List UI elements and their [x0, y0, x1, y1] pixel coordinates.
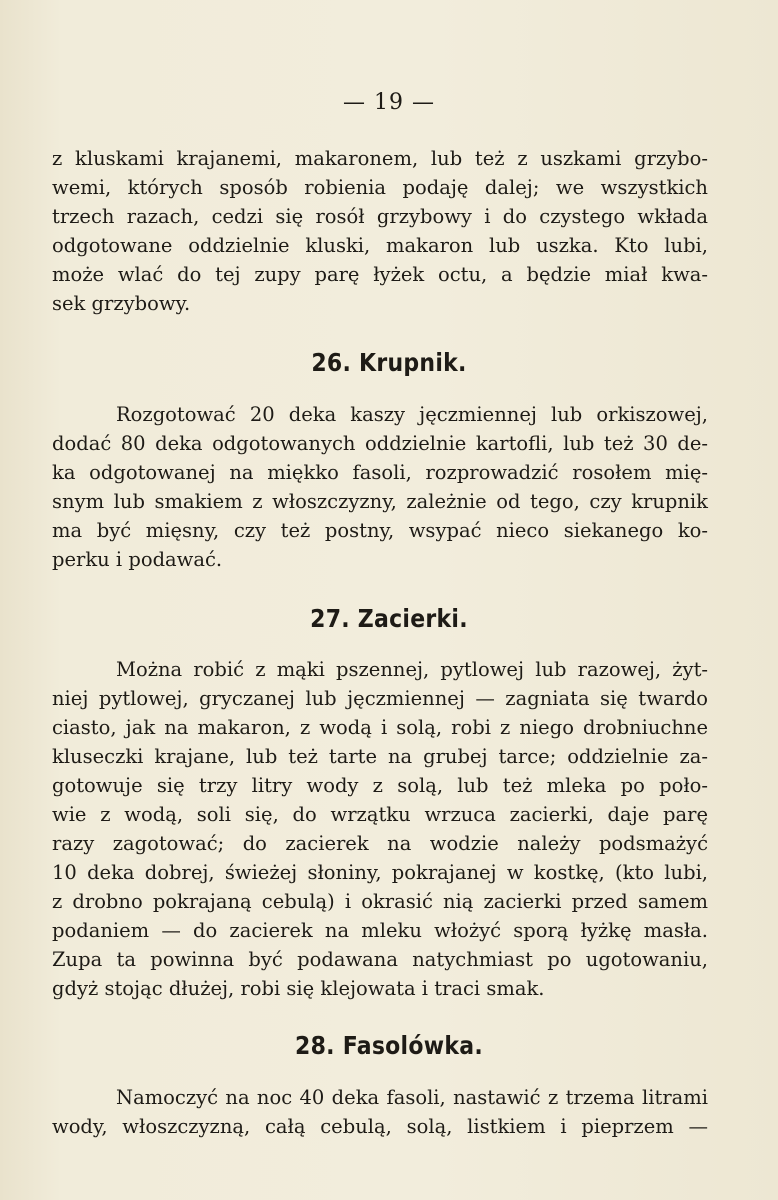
text-line: perku i podawać.: [52, 548, 223, 571]
text-line: Zupa ta powinna być podawana natychmiast po ugotowaniu,: [52, 948, 708, 971]
heading-fasolowka: 28. Fasolówka.: [295, 1031, 483, 1060]
text-line: kluseczki krajane, lub też tarte na grubej tarce; oddzielnie za-: [52, 745, 708, 768]
text-line: wie z wodą, soli się, do wrzątku wrzuca zacierki, daje parę: [52, 803, 708, 826]
text-line: ka odgotowanej na miękko fasoli, rozprowadzić rosołem mię-: [52, 461, 708, 484]
text-line: trzech razach, cedzi się rosół grzybowy i do czystego wkłada: [52, 205, 708, 228]
text-line: odgotowane oddzielnie kluski, makaron lub uszka. Kto lubi,: [52, 234, 708, 257]
text-line: wemi, których sposób robienia podaję dalej; we wszystkich: [52, 176, 708, 199]
text-line: gdyż stojąc dłużej, robi się klejowata i traci smak.: [52, 977, 545, 1000]
krupnik-paragraph: [52, 400, 708, 574]
text-line: Namoczyć na noc 40 deka fasoli, nastawić z trzema litrami: [116, 1086, 708, 1109]
text-line: gotowuje się trzy litry wody z solą, lub też mleka po poło-: [52, 774, 708, 797]
text-line: podaniem — do zacierek na mleku włożyć sporą łyżkę masła.: [52, 919, 708, 942]
text-line: z drobno pokrajaną cebulą) i okrasić nią zacierki przed samem: [52, 890, 708, 913]
page-number: — 19 —: [343, 90, 435, 115]
text-line: 10 deka dobrej, świeżej słoniny, pokrajanej w kostkę, (kto lubi,: [52, 861, 708, 884]
text-line: sek grzybowy.: [52, 292, 191, 315]
text-line: wody, włoszczyzną, całą cebulą, solą, listkiem i pieprzem —: [52, 1115, 708, 1138]
intro-paragraph: [52, 144, 708, 318]
fasolowka-paragraph: [52, 1083, 708, 1141]
heading-zacierki: 27. Zacierki.: [310, 604, 468, 633]
text-line: z kluskami krajanemi, makaronem, lub też z uszkami grzybo-: [52, 147, 708, 170]
text-line: może wlać do tej zupy parę łyżek octu, a będzie miał kwa-: [52, 263, 708, 286]
heading-krupnik: 26. Krupnik.: [311, 348, 467, 377]
text-line: Rozgotować 20 deka kaszy jęczmiennej lub orkiszowej,: [116, 403, 708, 426]
zacierki-paragraph: [52, 655, 708, 1003]
text-line: snym lub smakiem z włoszczyzny, zależnie od tego, czy krupnik: [52, 490, 708, 513]
text-line: niej pytlowej, gryczanej lub jęczmiennej — zagniata się twardo: [52, 687, 708, 710]
text-line: ma być mięsny, czy też postny, wsypać nieco siekanego ko-: [52, 519, 708, 542]
text-line: Można robić z mąki pszennej, pytlowej lub razowej, żyt-: [116, 658, 708, 681]
text-line: ciasto, jak na makaron, z wodą i solą, robi z niego drobniuchne: [52, 716, 708, 739]
text-line: dodać 80 deka odgotowanych oddzielnie kartofli, lub też 30 de-: [52, 432, 708, 455]
text-line: razy zagotować; do zacierek na wodzie należy podsmażyć: [52, 832, 708, 855]
